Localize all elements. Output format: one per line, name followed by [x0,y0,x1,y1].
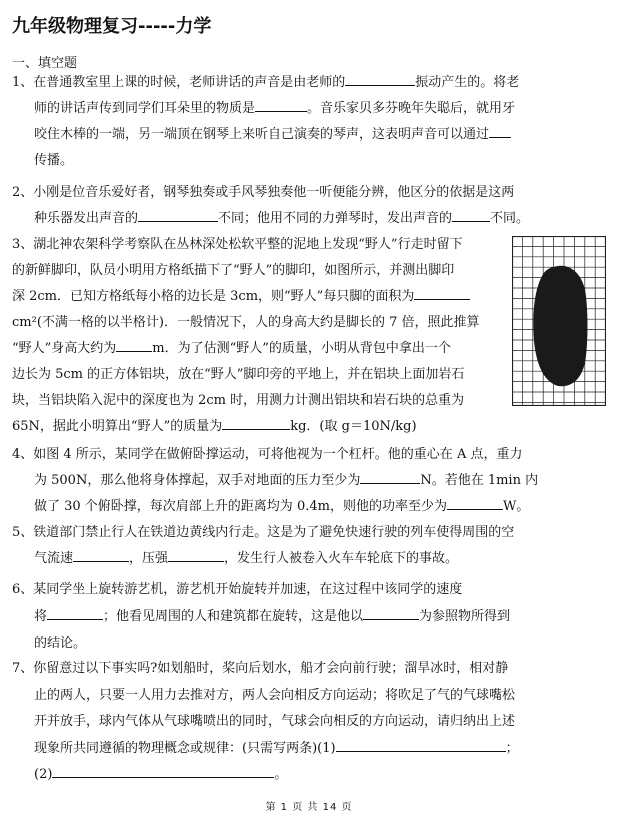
question-3: 3、湖北神农架科学考察队在丛林深处松软平整的泥地上发现“野人”行走时留下 的新鲜脚印，队员小明用方格纸描下了“野人”的脚印，如图所示，并测出脚印 深 2cm．已知方格纸每小格的边长是 3cm，则“野人”每只脚的面积为 cm²(不满一格的以半格计)．一般情况下，人的身高大约是脚长的 7 倍，照此推算 “野人”身高大约为 m．为了估测“野人”的质量，小明从背包中拿出一个 边长为 5cm 的正方体铝块，放在“野人”脚印旁的平地上，并在铝块上面加岩石 块，当铝块陷入泥中的深度也为 2cm 时，用测力计测出铝块和岩石块的总重为 65N，据此小明算出“野人”的质量为 kg．(取 g＝10N/kg) [12,237,480,434]
page-footer: 第 1 页 共 14 页 [265,802,353,813]
question-7: 7、你留意过以下事实吗?如划船时，桨向后划水，船才会向前行驶；溜旱冰时，相对静 止的两人，只要一人用力去推对方，两人会向相反方向运动；将吹足了气的气球嘴松 开并放手，球内气体从气球嘴喷出的同时，气球会向相反的方向运动，请归纳出上述 现象所共同遵循的物理概念或规律：(只需写两条)(1) ； (2) 。 [12,661,519,782]
q7-blank-1[interactable] [336,736,506,752]
q6-blank-speed[interactable] [47,604,103,620]
q7-blank-2[interactable] [52,762,274,778]
q4-blank-force[interactable] [360,468,420,484]
q6-blank-reference[interactable] [363,604,419,620]
question-1: 1、在普通教室里上课的时候，老师讲话的声音是由老师的 振动产生的。将老 师的讲话声传到同学们耳朵里的物质是 。音乐家贝多芬晚年失聪后，就用牙 咬住木棒的一端，另一端顶在钢琴上来听自己演奏的琴声，这表明声音可以通过 传播。 [12,70,547,174]
question-2: 2、小刚是位音乐爱好者，钢琴独奏或手风琴独奏他一听便能分辨，他区分的依据是这两 种乐器发出声音的 不同；他用不同的力弹琴时，发出声音的 不同。 [12,185,530,226]
footprint-shape [533,266,587,386]
q3-blank-height[interactable] [116,336,152,352]
q1-blank-3[interactable] [489,122,511,138]
section-heading: 一、填空题 [12,56,78,71]
q5-blank-pressure[interactable] [168,546,224,562]
q3-blank-mass[interactable] [222,414,290,430]
question-4: 4、如图 4 所示，某同学在做俯卧撑运动，可将他视为一个杠杆。他的重心在 A 点，重力 为 500N，那么他将身体撑起，双手对地面的压力至少为 N。若他在 1min 内 做了 30 个俯卧撑，每次肩部上升的距离均为 0.4m，则他的功率至少为 W。 [12,447,539,514]
q3-blank-area[interactable] [414,284,470,300]
q2-blank-1[interactable] [138,206,218,222]
question-6: 6、某同学坐上旋转游艺机，游艺机开始旋转并加速，在这过程中该同学的速度 将 ；他看见周围的人和建筑都在旋转，这是他以 为参照物所得到 的结论。 [12,582,511,651]
q4-blank-power[interactable] [447,494,503,510]
q1-text: 1、在普通教室里上课的时候，老师讲话的声音是由老师的 [12,75,346,90]
document-title: 九年级物理复习-----力学 [12,16,212,37]
q2-blank-2[interactable] [452,206,490,222]
q5-blank-speed[interactable] [73,546,129,562]
footprint-grid-figure [512,236,606,406]
q1-blank-1[interactable] [345,70,415,86]
question-5: 5、铁道部门禁止行人在铁道边黄线内行走。这是为了避免快速行驶的列车使得周围的空 气流速 ，压强 ，发生行人被卷入火车车轮底下的事故。 [12,525,515,566]
q1-blank-2[interactable] [255,96,307,112]
